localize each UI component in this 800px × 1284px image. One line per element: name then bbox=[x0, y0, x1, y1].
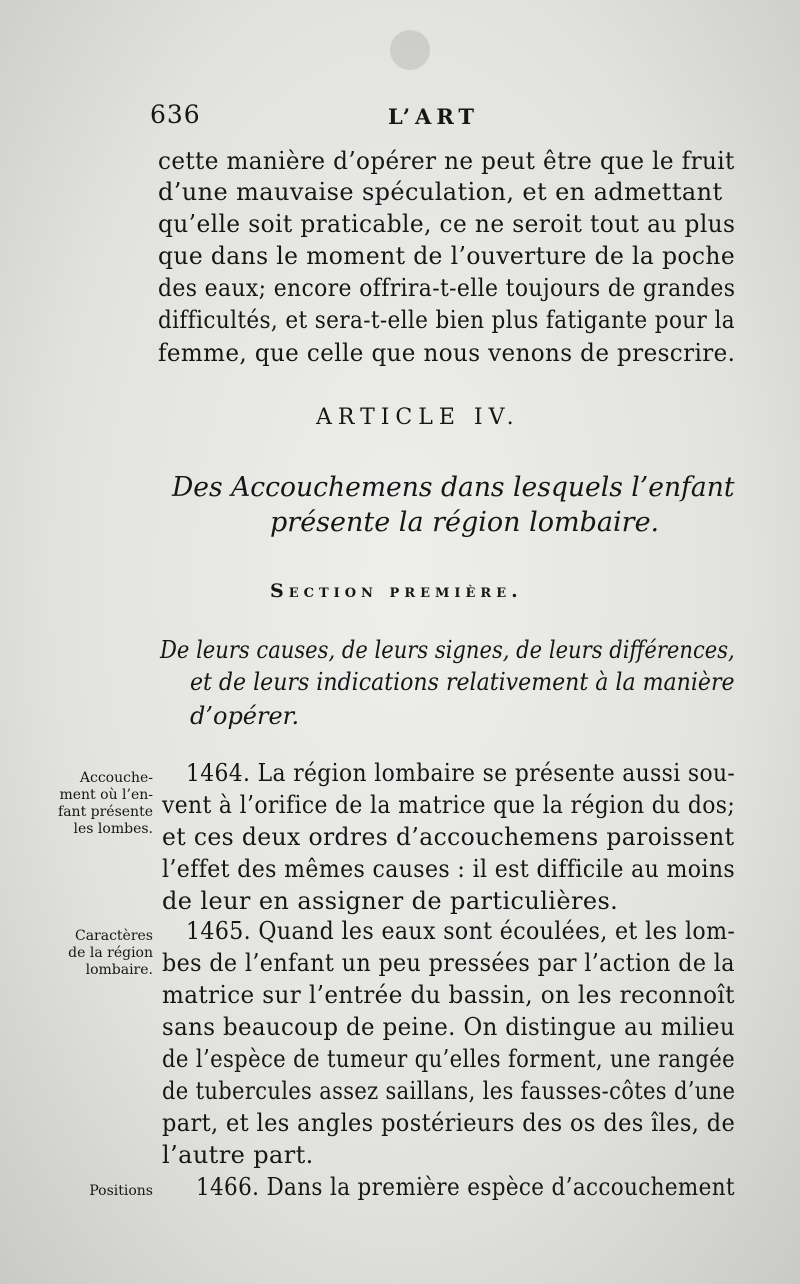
running-head: L’ART bbox=[388, 104, 480, 129]
section-subtitle-line: De leurs causes, de leurs signes, de leurs différences, bbox=[160, 636, 735, 664]
text-line: et ces deux ordres d’accouchemens paroissent bbox=[162, 823, 735, 851]
text-line: bes de l’enfant un peu pressées par l’action de la bbox=[162, 949, 735, 977]
page-number: 636 bbox=[150, 100, 201, 129]
text-line: sans beaucoup de peine. On distingue au milieu bbox=[162, 1013, 735, 1041]
text-line: qu’elle soit praticable, ce ne seroit tout au plus bbox=[158, 210, 736, 238]
text-line: de leur en assigner de particulières. bbox=[162, 887, 619, 915]
text-line: l’effet des mêmes causes : il est difficile au moins bbox=[162, 855, 736, 883]
ink-smudge bbox=[390, 30, 430, 70]
text-line: matrice sur l’entrée du bassin, on les reconnoît bbox=[162, 981, 735, 1009]
article-heading: ARTICLE IV. bbox=[316, 405, 520, 430]
section-subtitle-line: d’opérer. bbox=[190, 702, 300, 730]
margin-note: Accouche- ment où l’en- fant présente les lombes. bbox=[58, 770, 153, 837]
text-line: de tubercules assez saillans, les fausses-côtes d’une bbox=[162, 1077, 736, 1105]
text-line: des eaux; encore offrira-t-elle toujours de grandes bbox=[158, 274, 736, 302]
text-line: d’une mauvaise spéculation, et en admettant bbox=[158, 178, 723, 206]
section-heading: Section première. bbox=[270, 580, 523, 602]
text-line: vent à l’orifice de la matrice que la région du dos; bbox=[162, 791, 736, 819]
text-line: difficultés, et sera-t-elle bien plus fatigante pour la bbox=[158, 306, 735, 334]
text-line: femme, que celle que nous venons de prescrire. bbox=[158, 339, 736, 367]
text-line: cette manière d’opérer ne peut être que le fruit bbox=[158, 147, 735, 175]
text-line: 1466. Dans la première espèce d’accouchement bbox=[196, 1173, 735, 1201]
margin-note: Positions bbox=[89, 1183, 153, 1199]
article-title-line: Des Accouchemens dans lesquels l’enfant bbox=[172, 472, 735, 503]
text-line: part, et les angles postérieurs des os des îles, de bbox=[162, 1109, 736, 1137]
text-line: de l’espèce de tumeur qu’elles forment, une rangée bbox=[162, 1045, 736, 1073]
text-line: 1464. La région lombaire se présente aussi sou- bbox=[186, 759, 736, 787]
text-line: que dans le moment de l’ouverture de la poche bbox=[158, 242, 736, 270]
text-line: l’autre part. bbox=[162, 1141, 314, 1169]
article-title-line: présente la région lombaire. bbox=[270, 507, 660, 538]
margin-note: Caractères de la région lombaire. bbox=[68, 928, 153, 978]
text-line: 1465. Quand les eaux sont écoulées, et les lom- bbox=[186, 917, 736, 945]
section-subtitle-line: et de leurs indications relativement à la manière bbox=[190, 668, 735, 696]
